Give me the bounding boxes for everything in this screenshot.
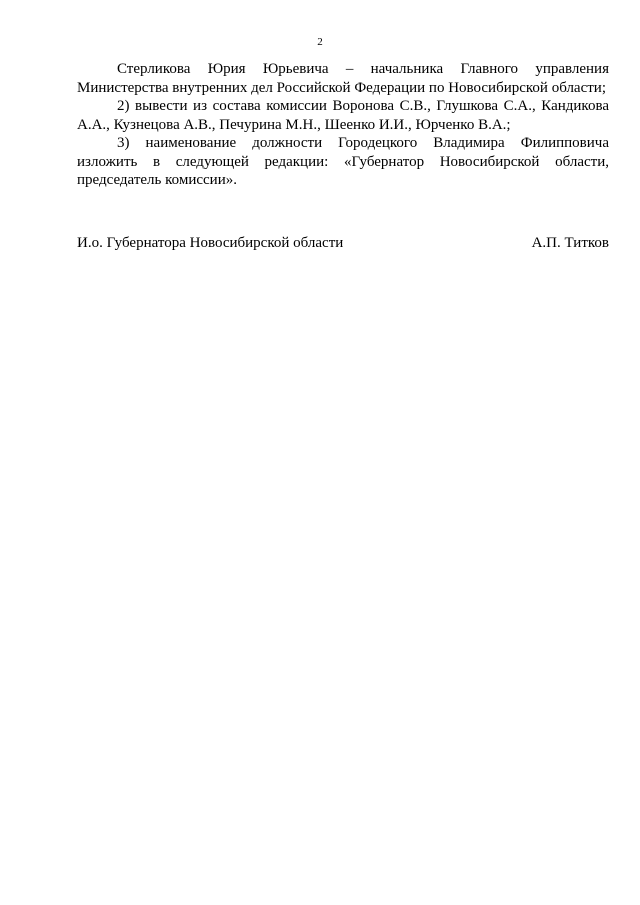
signatory-name: А.П. Титков bbox=[531, 235, 609, 251]
page-number: 2 bbox=[317, 36, 323, 48]
signatory-position: И.о. Губернатора Новосибирской области bbox=[77, 235, 344, 251]
paragraph-sterlikov: Стерликова Юрия Юрьевича – начальника Главного управления Министерства внутренних дел Российской Федерации по Новосибирской области; bbox=[77, 61, 609, 96]
signature-block bbox=[77, 234, 609, 252]
document-body bbox=[77, 60, 609, 190]
paragraph-remove-members: 2) вывести из состава комиссии Воронова С.В., Глушкова С.А., Кандикова А.А., Кузнецова А.В., Печурина М.Н., Шеенко И.И., Юрченко В.А.; bbox=[77, 98, 609, 133]
paragraph-rename-position: 3) наименование должности Городецкого Владимира Филипповича изложить в следующей редакции: «Губернатор Новосибирской области, председатель комиссии». bbox=[77, 135, 609, 188]
